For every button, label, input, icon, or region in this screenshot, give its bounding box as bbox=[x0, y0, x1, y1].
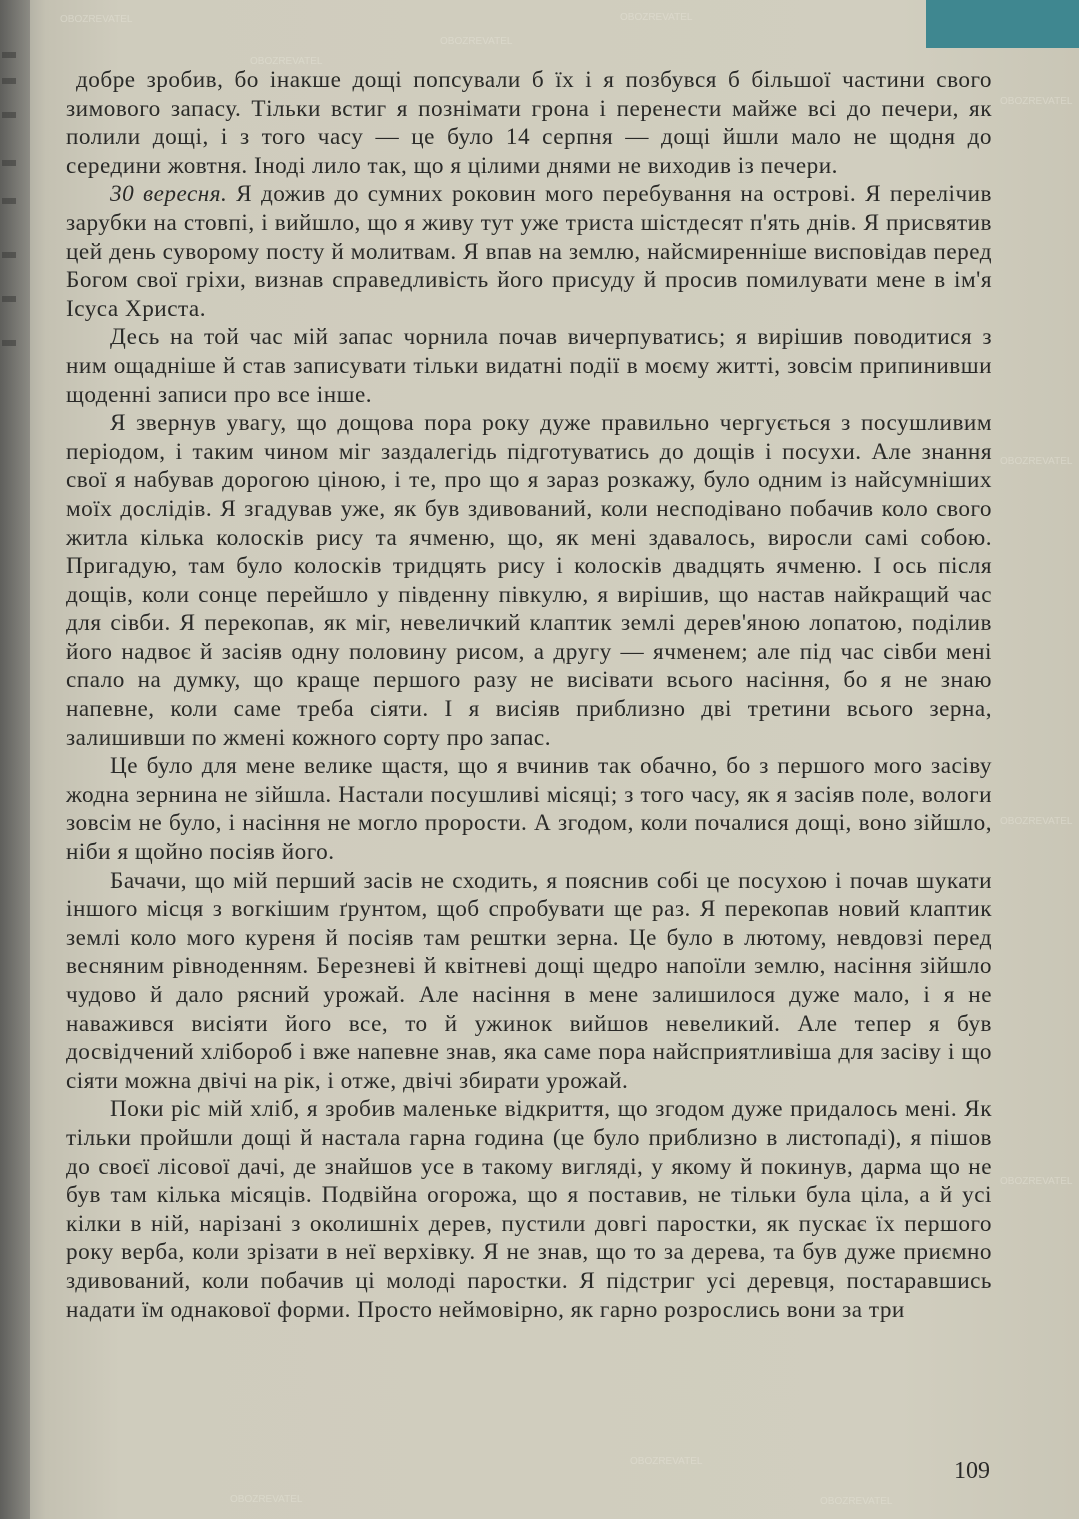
paragraph: 30 вересня. Я дожив до сумних роковин мого перебування на острові. Я перелічив зарубки на стовпі, і вийшло, що я живу тут уже триста шістдесят п'ять днів. Я присвятив цей день суворому посту й молитвам. Я впав на землю, найсмиренніше висповідав перед Богом свої гріхи, визнав справедливість його присуду й просив помилувати мене в ім'я Ісуса Христа. bbox=[66, 181, 992, 322]
spine-mark bbox=[2, 78, 16, 84]
watermark: OBOZREVATEL bbox=[630, 1456, 703, 1467]
book-spine-edge bbox=[0, 0, 30, 1519]
watermark: OBOZREVATEL bbox=[620, 12, 693, 23]
page-corner-tab bbox=[926, 0, 1079, 48]
diary-date: 30 вересня. bbox=[110, 181, 228, 208]
chapter-text bbox=[66, 66, 992, 1324]
watermark: OBOZREVATEL bbox=[820, 1496, 893, 1507]
watermark: OBOZREVATEL bbox=[250, 56, 323, 67]
paragraph: Десь на той час мій запас чорнила почав вичерпуватись; я вирішив поводитися з ним ощадніше й став записувати тільки видатні події в моєму житті, зовсім припинивши щоденні записи про все інше. bbox=[66, 324, 992, 408]
paragraph: добре зробив, бо інакше дощі попсували б їх і я позбувся б більшої частини свого зимового запасу. Тільки встиг я познімати грона і перенести майже всі до печери, як полили дощі, і з того часу — це було 14 серпня — дощі йшли мало не щодня до середини жовтня. Іноді лило так, що я цілими днями не виходив із печери. bbox=[66, 67, 992, 179]
spine-mark bbox=[2, 112, 16, 118]
spine-mark bbox=[2, 296, 16, 302]
watermark: OBOZREVATEL bbox=[1000, 1176, 1073, 1187]
paragraph: Це було для мене велике щастя, що я вчинив так обачно, бо з першого мого засіву жодна зернина не зійшла. Настали посушливі місяці; з того часу, як я засіяв поле, вологи зовсім не було, і насіння не могло прорости. А згодом, коли почалися дощі, воно зійшло, ніби я щойно посіяв його. bbox=[66, 753, 992, 866]
spine-mark bbox=[2, 52, 16, 58]
page-number: 109 bbox=[954, 1458, 990, 1484]
watermark: OBOZREVATEL bbox=[230, 1494, 303, 1505]
watermark: OBOZREVATEL bbox=[1000, 456, 1073, 467]
paragraph: Я звернув увагу, що дощова пора року дуже правильно чергується з посушливим періодом, і таким чином міг заздалегідь підготуватись до дощів і посухи. Але знання свої я набував дорогою ціною, і те, про що я зараз розкажу, було одним із найсумніших моїх дослідів. Я згадував уже, як був здивований, коли несподівано побачив коло свого житла кілька колосків рису та ячменю, що, як мені здавалось, виросли самі собою. Пригадую, там було колосків тридцять рису і колосків двадцять ячменю. І ось після дощів, коли сонце перейшло у південну півкулю, я вирішив, що настав найкращий час для сівби. Я перекопав, як міг, невеличкий клаптик землі дерев'яною лопатою, поділив його надвоє й засіяв одну половину рисом, а другу — ячменем; але під час сівби мені спало на думку, що краще першого разу не висівати всього насіння, бо я не знаю напевне, коли саме треба сіяти. І я висіяв приблизно дві третини всього зерна, залишивши по жмені кожного сорту про запас. bbox=[66, 410, 992, 751]
spine-mark bbox=[2, 198, 16, 204]
watermark: OBOZREVATEL bbox=[60, 14, 133, 25]
watermark: OBOZREVATEL bbox=[1000, 816, 1073, 827]
spine-mark bbox=[2, 252, 16, 258]
watermark: OBOZREVATEL bbox=[1000, 96, 1073, 107]
paragraph: Поки ріс мій хліб, я зробив маленьке відкриття, що згодом дуже придалось мені. Як тільки пройшли дощі й настала гарна година (це було приблизно в листопаді), я пішов до своєї лісової дачі, де знайшов усе в такому вигляді, у якому й покинув, дарма що не був там кілька місяців. Подвійна огорожа, що я поставив, не тільки була ціла, а й усі кілки в ній, нарізані з околишніх дерев, пустили довгі паростки, як пускає їх першого року верба, коли зрізати в неї верхівку. Я не знав, що то за дерева, та був дуже приємно здивований, коли побачив ці молоді паростки. Я підстриг усі деревця, постаравшись надати їм однакової форми. Просто неймовірно, як гарно розрослись вони за три bbox=[66, 1096, 992, 1323]
spine-mark bbox=[2, 340, 16, 346]
spine-mark bbox=[2, 160, 16, 166]
watermark: OBOZREVATEL bbox=[440, 36, 513, 47]
paragraph: Бачачи, що мій перший засів не сходить, я пояснив собі це посухою і почав шукати іншого місця з вогкішим ґрунтом, щоб спробувати ще раз. Я перекопав новий клаптик землі коло мого куреня й посіяв там рештки зерна. Це було в лютому, невдовзі перед весняним рівноденням. Березневі й квітневі дощі щедро напоїли землю, насіння зійшло чудово й дало рясний урожай. Але насіння в мене залишилося дуже мало, і я не наважився висіяти його все, то й ужинок вийшов невеликий. Але тепер я був досвідчений хлібороб і вже напевне знав, яка саме пора найсприятливіша для засіву і що сіяти можна двічі на рік, і отже, двічі збирати урожай. bbox=[66, 867, 992, 1094]
